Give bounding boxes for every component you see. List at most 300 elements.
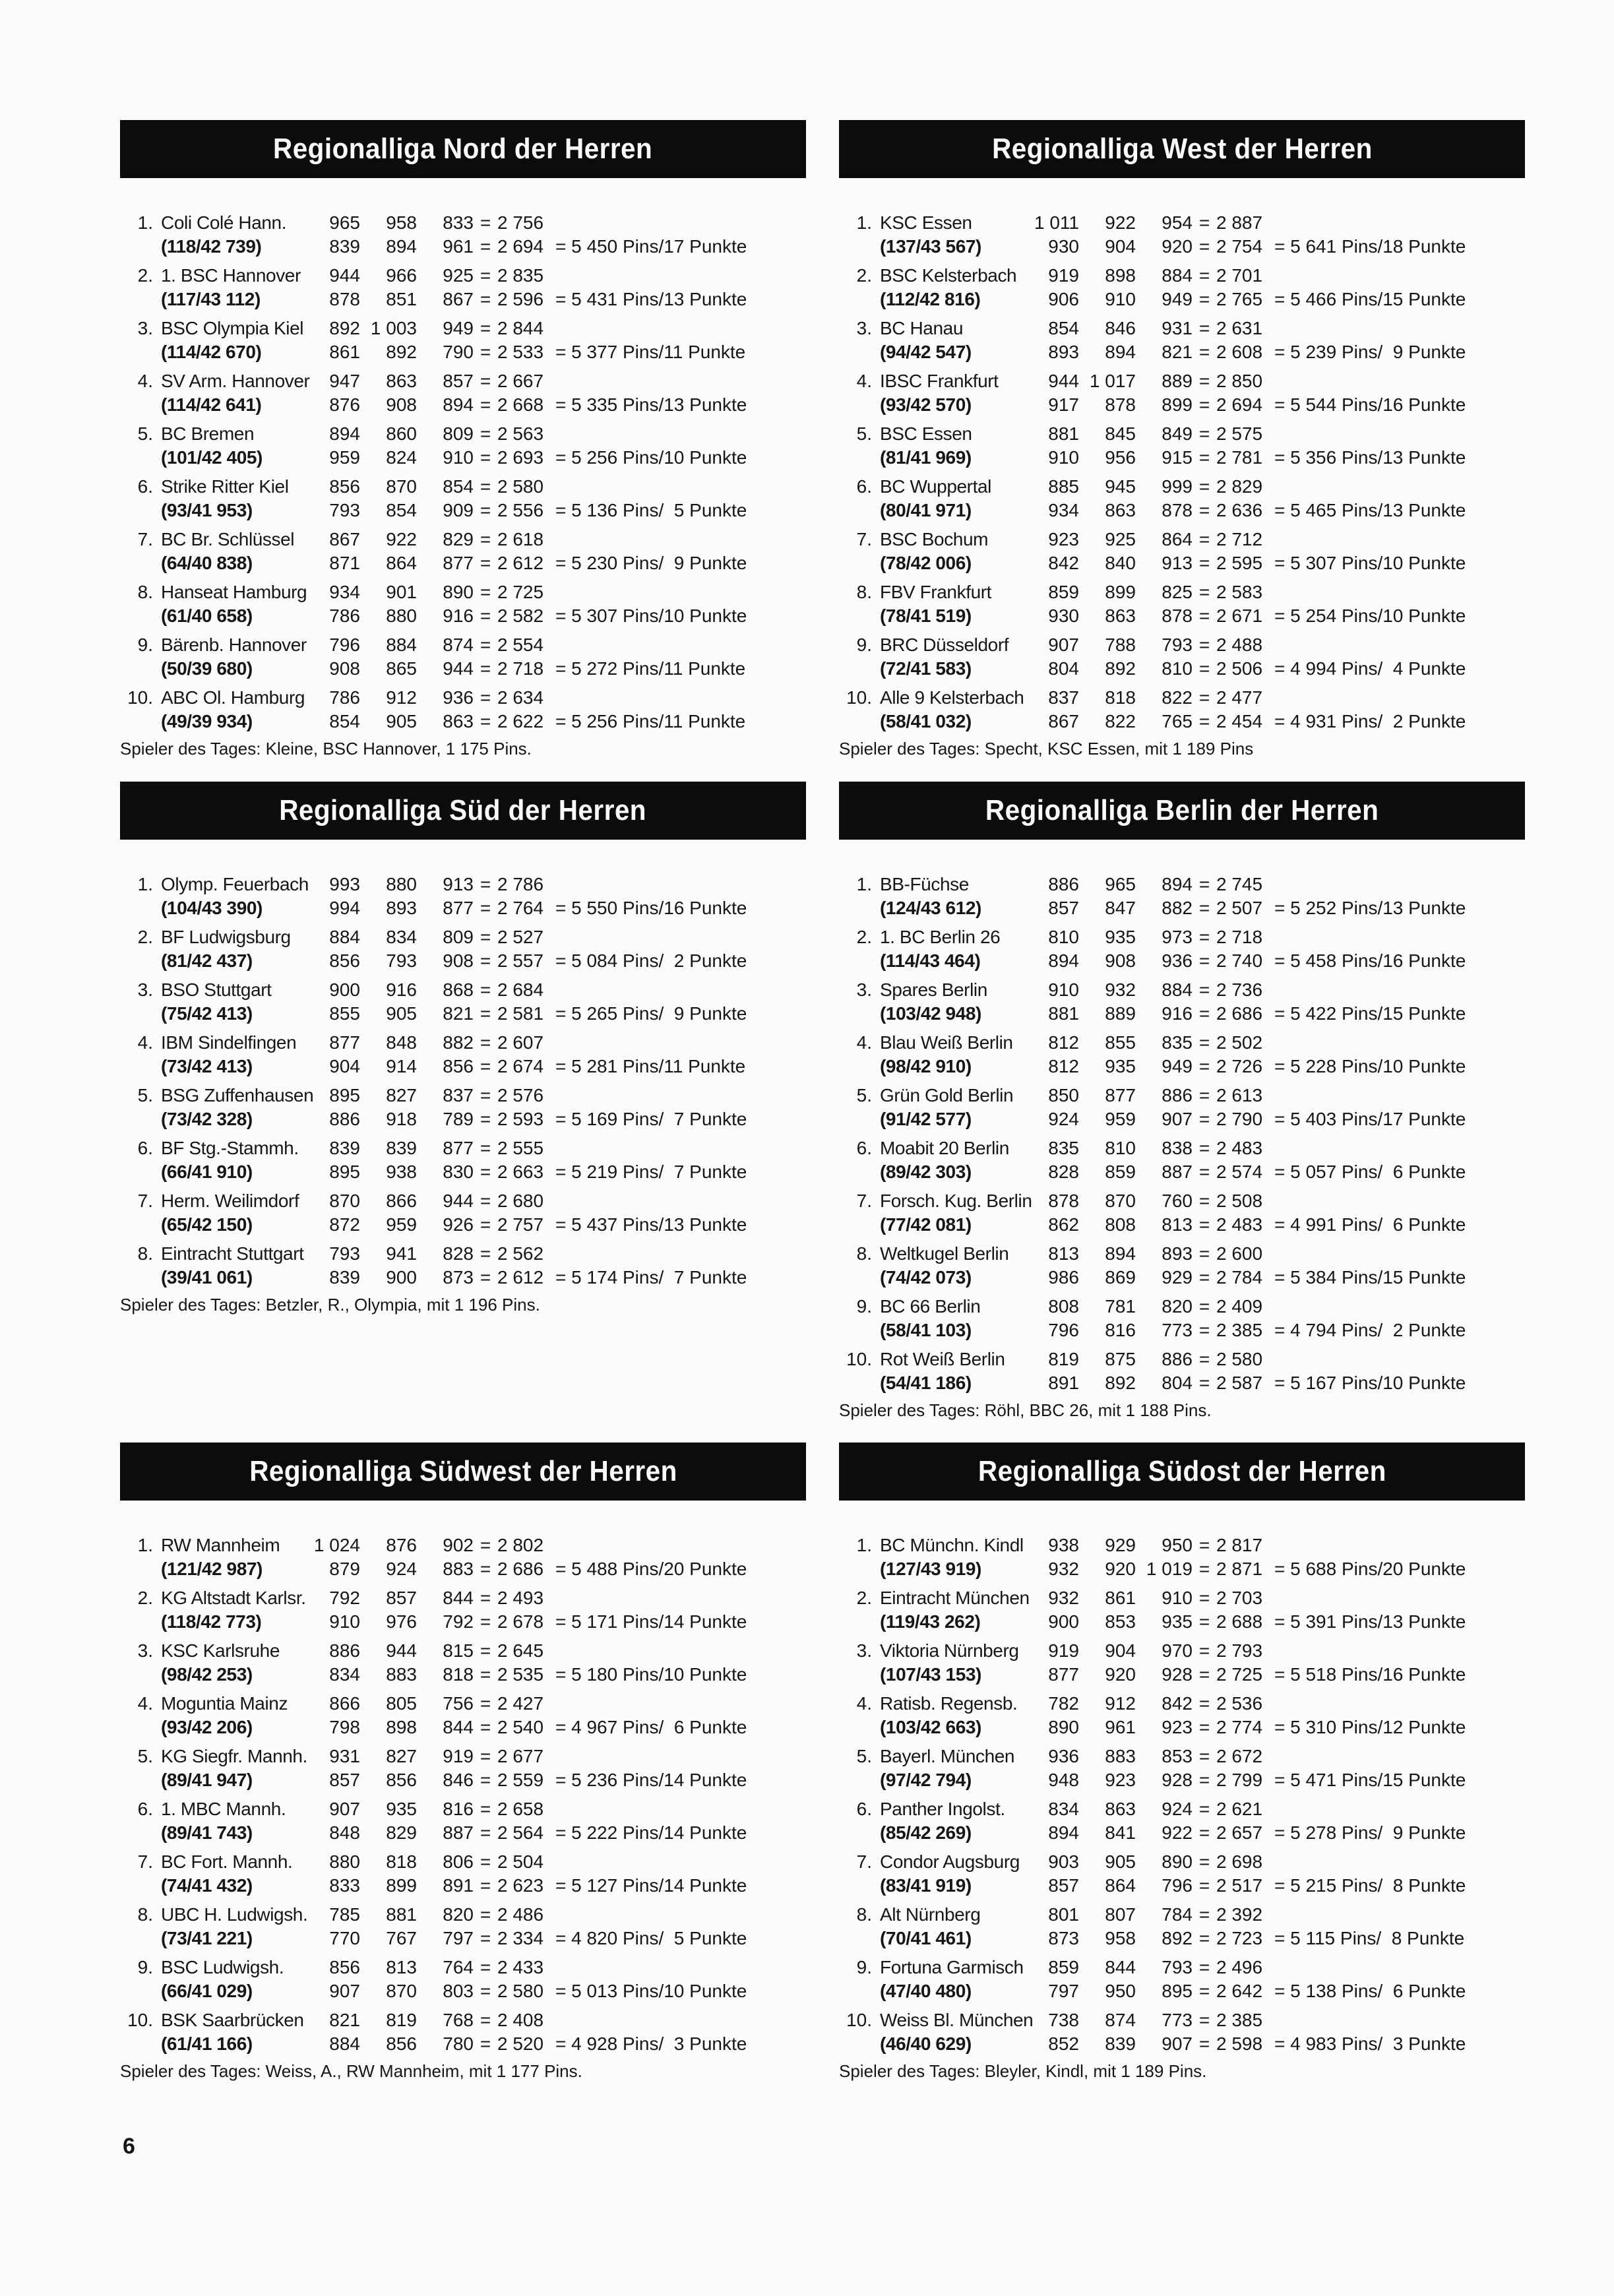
team-record: (64/40 838): [161, 553, 253, 573]
game-score: 856: [329, 1957, 360, 1977]
game-score: 878: [329, 289, 360, 309]
leg-total: 2 793: [1216, 1640, 1263, 1661]
game-score: 854: [1048, 318, 1079, 338]
team-name: Eintracht Stuttgart: [161, 1243, 304, 1264]
game-score: 922: [1105, 212, 1136, 233]
team-rank: 1.: [137, 874, 153, 894]
team-row-first-leg: [120, 1189, 806, 1213]
game-score: 773: [1162, 2010, 1193, 2030]
game-score: 765: [1162, 711, 1193, 731]
game-score: 948: [1048, 1770, 1079, 1790]
game-score: 886: [1162, 1085, 1193, 1105]
game-score: 907: [329, 1799, 360, 1819]
team-result: = 5 265 Pins/ 9 Punkte: [555, 1003, 747, 1024]
leg-total: 2 454: [1216, 711, 1263, 731]
game-score: 912: [386, 687, 417, 708]
game-score: 1 017: [1089, 371, 1136, 391]
team-name: BSK Saarbrücken: [161, 2010, 304, 2030]
leg-total: 2 508: [1216, 1191, 1263, 1211]
team-rank: 4.: [137, 371, 153, 391]
team-record: (114/43 464): [880, 950, 981, 971]
equals-sign: =: [480, 342, 491, 362]
game-score: 1 003: [370, 318, 417, 338]
team-row-second-leg: [839, 235, 1525, 259]
equals-sign: =: [480, 711, 491, 731]
game-score: 804: [1048, 658, 1079, 679]
team-record: (114/42 641): [161, 394, 262, 415]
league-title: Regionalliga Südwest der Herren: [249, 1455, 677, 1487]
team-name: BC Br. Schlüssel: [161, 529, 295, 549]
leg-total: 2 667: [497, 371, 544, 391]
team-rank: 5.: [856, 423, 872, 444]
game-score: 893: [1048, 342, 1079, 362]
team-row-first-leg: [120, 1692, 806, 1716]
team-name: ABC Ol. Hamburg: [161, 687, 305, 708]
team-result: = 5 403 Pins/17 Punkte: [1274, 1109, 1466, 1129]
game-score: 961: [443, 236, 474, 257]
equals-sign: =: [1198, 1535, 1210, 1555]
game-score: 853: [1105, 1611, 1136, 1632]
team-row-second-leg: [120, 340, 806, 364]
game-score: 906: [1048, 289, 1079, 309]
game-score: 870: [386, 1981, 417, 2001]
equals-sign: =: [480, 423, 491, 444]
leg-total: 2 745: [1216, 874, 1263, 894]
game-score: 878: [1162, 605, 1193, 626]
game-score: 879: [329, 1559, 360, 1579]
team-entry: [839, 1189, 1525, 1237]
team-row-first-leg: [839, 1031, 1525, 1055]
team-rank: 10.: [846, 687, 872, 708]
team-record: (89/41 947): [161, 1770, 253, 1790]
game-score: 875: [1105, 1349, 1136, 1369]
team-record: (49/39 934): [161, 711, 253, 731]
game-score: 932: [1048, 1559, 1079, 1579]
game-score: 808: [1105, 1214, 1136, 1235]
team-record: (137/43 567): [880, 236, 981, 257]
leg-total: 2 562: [497, 1243, 544, 1264]
team-rank: 9.: [856, 1296, 872, 1317]
team-row-first-leg: [839, 1745, 1525, 1768]
team-result: = 5 688 Pins/20 Punkte: [1274, 1559, 1466, 1579]
leg-total: 2 740: [1216, 950, 1263, 971]
team-result: = 5 544 Pins/16 Punkte: [1274, 394, 1466, 415]
team-row-second-leg: [839, 446, 1525, 470]
game-score: 820: [1162, 1296, 1193, 1317]
team-result: = 5 437 Pins/13 Punkte: [555, 1214, 747, 1235]
league-berlin: [839, 782, 1525, 1421]
equals-sign: =: [480, 898, 491, 918]
game-score: 860: [386, 423, 417, 444]
game-score: 893: [1162, 1243, 1193, 1264]
team-row-first-leg: [120, 1903, 806, 1927]
equals-sign: =: [1198, 1267, 1210, 1288]
equals-sign: =: [480, 1799, 491, 1819]
team-result: = 5 219 Pins/ 7 Punkte: [555, 1162, 747, 1182]
equals-sign: =: [480, 1588, 491, 1608]
game-score: 839: [386, 1138, 417, 1158]
team-record: (104/43 390): [161, 898, 263, 918]
team-record: (93/41 953): [161, 500, 253, 520]
game-score: 903: [1048, 1851, 1079, 1872]
game-score: 886: [329, 1109, 360, 1129]
game-score: 838: [1162, 1138, 1193, 1158]
team-row-second-leg: [120, 1055, 806, 1078]
game-score: 925: [443, 265, 474, 286]
game-score: 889: [1162, 371, 1193, 391]
equals-sign: =: [480, 265, 491, 286]
team-row-second-leg: [839, 551, 1525, 575]
team-name: KSC Essen: [880, 212, 972, 233]
team-name: Viktoria Nürnberg: [880, 1640, 1019, 1661]
team-rank: 6.: [137, 1799, 153, 1819]
team-rank: 7.: [137, 1191, 153, 1211]
game-score: 899: [1162, 394, 1193, 415]
equals-sign: =: [480, 1770, 491, 1790]
leg-total: 2 555: [497, 1138, 544, 1158]
team-row-first-leg: [839, 1242, 1525, 1266]
game-score: 768: [443, 2010, 474, 2030]
team-entry: [120, 2008, 806, 2056]
game-score: 844: [1105, 1957, 1136, 1977]
team-entry: [120, 1031, 806, 1078]
team-name: Weltkugel Berlin: [880, 1243, 1009, 1264]
equals-sign: =: [480, 289, 491, 309]
team-name: BC Wuppertal: [880, 476, 991, 497]
team-row-second-leg: [839, 1107, 1525, 1131]
game-score: 917: [1048, 394, 1079, 415]
game-score: 1 011: [1034, 212, 1079, 233]
team-row-first-leg: [839, 1956, 1525, 1979]
game-score: 842: [1048, 553, 1079, 573]
game-score: 851: [386, 289, 417, 309]
game-score: 919: [443, 1746, 474, 1766]
game-score: 764: [443, 1957, 474, 1977]
equals-sign: =: [480, 1138, 491, 1158]
team-entry: [120, 1692, 806, 1739]
team-result: = 5 488 Pins/20 Punkte: [555, 1559, 747, 1579]
game-score: 938: [1048, 1535, 1079, 1555]
leg-total: 2 694: [1216, 394, 1263, 415]
team-result: = 5 138 Pins/ 6 Punkte: [1274, 1981, 1466, 2001]
leg-total: 2 726: [1216, 1056, 1263, 1076]
team-row-second-leg: [120, 1874, 806, 1898]
leg-total: 2 583: [1216, 582, 1263, 602]
leg-total: 2 686: [497, 1559, 544, 1579]
leg-total: 2 764: [497, 898, 544, 918]
game-score: 961: [1105, 1717, 1136, 1737]
game-score: 833: [443, 212, 474, 233]
leg-total: 2 618: [497, 529, 544, 549]
game-score: 881: [1048, 1003, 1079, 1024]
leg-total: 2 559: [497, 1770, 544, 1790]
team-record: (107/43 153): [880, 1664, 981, 1685]
equals-sign: =: [1198, 1109, 1210, 1129]
game-score: 805: [386, 1693, 417, 1714]
game-score: 842: [1162, 1693, 1193, 1714]
team-row-first-leg: [839, 1189, 1525, 1213]
game-score: 797: [1048, 1981, 1079, 2001]
game-score: 915: [1162, 447, 1193, 468]
team-record: (50/39 680): [161, 658, 253, 679]
game-score: 894: [1105, 1243, 1136, 1264]
team-row-second-leg: [120, 499, 806, 522]
game-score: 846: [1105, 318, 1136, 338]
team-name: Moguntia Mainz: [161, 1693, 288, 1714]
game-score: 848: [386, 1032, 417, 1053]
equals-sign: =: [1198, 658, 1210, 679]
game-score: 839: [329, 1138, 360, 1158]
game-score: 900: [329, 979, 360, 1000]
equals-sign: =: [480, 1904, 491, 1925]
equals-sign: =: [1198, 1588, 1210, 1608]
leg-total: 2 622: [497, 711, 544, 731]
game-score: 819: [1048, 1349, 1079, 1369]
leg-total: 2 612: [497, 553, 544, 573]
equals-sign: =: [1198, 2033, 1210, 2054]
team-rank: 10.: [127, 2010, 153, 2030]
team-name: Olymp. Feuerbach: [161, 874, 309, 894]
equals-sign: =: [480, 1535, 491, 1555]
equals-sign: =: [480, 605, 491, 626]
team-row-first-leg: [839, 475, 1525, 499]
equals-sign: =: [1198, 1296, 1210, 1317]
equals-sign: =: [480, 2033, 491, 2054]
team-entry: [839, 1084, 1525, 1131]
game-score: 863: [443, 711, 474, 731]
team-row-second-leg: [120, 1610, 806, 1634]
team-entry: [120, 1136, 806, 1184]
team-entry: [120, 978, 806, 1026]
game-score: 913: [443, 874, 474, 894]
game-score: 892: [1162, 1928, 1193, 1948]
game-score: 853: [1162, 1746, 1193, 1766]
team-row-first-leg: [120, 475, 806, 499]
team-record: (61/41 166): [161, 2033, 253, 2054]
team-rank: 9.: [856, 1957, 872, 1977]
equals-sign: =: [480, 2010, 491, 2030]
team-row-first-leg: [120, 2008, 806, 2032]
equals-sign: =: [1198, 1957, 1210, 1977]
game-score: 944: [386, 1640, 417, 1661]
equals-sign: =: [1198, 1138, 1210, 1158]
team-record: (46/40 629): [880, 2033, 972, 2054]
team-result: = 5 239 Pins/ 9 Punkte: [1274, 342, 1466, 362]
equals-sign: =: [1198, 1191, 1210, 1211]
team-result: = 4 994 Pins/ 4 Punkte: [1274, 658, 1466, 679]
team-rank: 3.: [137, 318, 153, 338]
team-row-second-leg: [839, 499, 1525, 522]
league-suedost: [839, 1443, 1525, 2082]
game-score: 910: [1105, 289, 1136, 309]
game-score: 923: [1105, 1770, 1136, 1790]
equals-sign: =: [480, 1875, 491, 1896]
equals-sign: =: [1198, 1851, 1210, 1872]
leg-total: 2 850: [1216, 371, 1263, 391]
game-score: 855: [1105, 1032, 1136, 1053]
game-score: 866: [329, 1693, 360, 1714]
equals-sign: =: [480, 927, 491, 947]
game-score: 816: [443, 1799, 474, 1819]
league-title: Regionalliga Nord der Herren: [273, 133, 653, 165]
game-score: 807: [1105, 1904, 1136, 1925]
game-score: 862: [1048, 1214, 1079, 1235]
game-score: 854: [386, 500, 417, 520]
equals-sign: =: [1198, 447, 1210, 468]
team-rank: 5.: [856, 1746, 872, 1766]
game-score: 895: [329, 1085, 360, 1105]
equals-sign: =: [1198, 605, 1210, 626]
game-score: 885: [1048, 476, 1079, 497]
team-name: Alt Nürnberg: [880, 1904, 981, 1925]
team-row-second-leg: [839, 1557, 1525, 1581]
standings-table: [120, 1534, 806, 2056]
game-score: 973: [1162, 927, 1193, 947]
game-score: 878: [1105, 394, 1136, 415]
team-result: = 5 222 Pins/14 Punkte: [555, 1822, 747, 1843]
team-row-second-leg: [839, 393, 1525, 417]
team-entry: [120, 580, 806, 628]
game-score: 944: [1048, 371, 1079, 391]
leg-total: 2 723: [1216, 1928, 1263, 1948]
team-result: = 5 115 Pins/ 8 Punkte: [1274, 1928, 1465, 1948]
team-row-first-leg: [120, 686, 806, 710]
team-name: Hanseat Hamburg: [161, 582, 307, 602]
game-score: 877: [443, 553, 474, 573]
equals-sign: =: [480, 582, 491, 602]
game-score: 884: [386, 635, 417, 655]
team-result: = 4 794 Pins/ 2 Punkte: [1274, 1320, 1466, 1340]
team-name: Fortuna Garmisch: [880, 1957, 1024, 1977]
team-row-first-leg: [120, 528, 806, 551]
leg-total: 2 757: [497, 1214, 544, 1235]
game-score: 873: [1048, 1928, 1079, 1948]
game-score: 847: [1105, 898, 1136, 918]
equals-sign: =: [480, 1981, 491, 2001]
game-score: 929: [1105, 1535, 1136, 1555]
equals-sign: =: [480, 529, 491, 549]
team-record: (61/40 658): [161, 605, 253, 626]
game-score: 877: [1105, 1085, 1136, 1105]
game-score: 822: [1105, 711, 1136, 731]
player-of-the-day: Spieler des Tages: Kleine, BSC Hannover, 1 175 Pins.: [120, 739, 532, 759]
game-score: 854: [329, 711, 360, 731]
team-name: IBM Sindelfingen: [161, 1032, 297, 1053]
league-title: Regionalliga West der Herren: [991, 133, 1373, 165]
game-score: 945: [1105, 476, 1136, 497]
equals-sign: =: [480, 500, 491, 520]
team-name: Ratisb. Regensb.: [880, 1693, 1018, 1714]
team-record: (66/41 029): [161, 1981, 253, 2001]
team-name: BC Fort. Mannh.: [161, 1851, 293, 1872]
game-score: 910: [1162, 1588, 1193, 1608]
team-record: (66/41 910): [161, 1162, 253, 1182]
game-score: 944: [443, 1191, 474, 1211]
leg-total: 2 718: [497, 658, 544, 679]
leg-total: 2 663: [497, 1162, 544, 1182]
game-score: 965: [329, 212, 360, 233]
leg-total: 2 636: [1216, 500, 1263, 520]
team-record: (91/42 577): [880, 1109, 972, 1129]
game-score: 898: [1105, 265, 1136, 286]
equals-sign: =: [480, 687, 491, 708]
league-banner: [839, 120, 1525, 178]
team-name: KG Altstadt Karlsr.: [161, 1588, 306, 1608]
equals-sign: =: [1198, 582, 1210, 602]
game-score: 922: [386, 529, 417, 549]
team-row-first-leg: [839, 369, 1525, 393]
equals-sign: =: [1198, 342, 1210, 362]
team-record: (74/42 073): [880, 1267, 972, 1288]
team-row-first-leg: [120, 369, 806, 393]
team-row-second-leg: [839, 604, 1525, 628]
equals-sign: =: [480, 1085, 491, 1105]
equals-sign: =: [480, 553, 491, 573]
team-result: = 5 084 Pins/ 2 Punkte: [555, 950, 747, 971]
team-entry: [839, 686, 1525, 733]
game-score: 864: [1105, 1875, 1136, 1896]
team-name: Moabit 20 Berlin: [880, 1138, 1009, 1158]
game-score: 738: [1048, 2010, 1079, 2030]
team-record: (72/41 583): [880, 658, 972, 679]
team-row-second-leg: [120, 1979, 806, 2003]
equals-sign: =: [1198, 394, 1210, 415]
team-result: = 5 518 Pins/16 Punkte: [1274, 1664, 1466, 1685]
league-suedwest: [120, 1443, 806, 2082]
game-score: 804: [1162, 1373, 1193, 1393]
equals-sign: =: [1198, 371, 1210, 391]
game-score: 857: [1048, 1875, 1079, 1896]
equals-sign: =: [480, 1851, 491, 1872]
game-score: 813: [1162, 1214, 1193, 1235]
game-score: 846: [443, 1770, 474, 1790]
team-row-second-leg: [120, 1107, 806, 1131]
game-score: 959: [1105, 1109, 1136, 1129]
game-score: 884: [329, 2033, 360, 2054]
standings-table: [839, 873, 1525, 1395]
game-score: 861: [329, 342, 360, 362]
team-record: (118/42 739): [161, 236, 262, 257]
leg-total: 2 754: [1216, 236, 1263, 257]
game-score: 894: [1048, 950, 1079, 971]
game-score: 797: [443, 1928, 474, 1948]
team-entry: [120, 1242, 806, 1289]
team-rank: 2.: [137, 927, 153, 947]
team-entry: [839, 1031, 1525, 1078]
team-name: Forsch. Kug. Berlin: [880, 1191, 1032, 1211]
team-row-first-leg: [839, 580, 1525, 604]
equals-sign: =: [1198, 529, 1210, 549]
team-entry: [120, 1189, 806, 1237]
team-rank: 10.: [846, 2010, 872, 2030]
leg-total: 2 701: [1216, 265, 1263, 286]
team-result: = 5 228 Pins/10 Punkte: [1274, 1056, 1466, 1076]
team-entry: [120, 1850, 806, 1898]
team-row-second-leg: [120, 235, 806, 259]
game-score: 796: [1162, 1875, 1193, 1896]
game-score: 821: [329, 2010, 360, 2030]
team-row-first-leg: [120, 633, 806, 657]
equals-sign: =: [480, 1928, 491, 1948]
game-score: 850: [1048, 1085, 1079, 1105]
team-row-second-leg: [839, 1821, 1525, 1845]
equals-sign: =: [1198, 1875, 1210, 1896]
team-entry: [839, 873, 1525, 920]
game-score: 959: [329, 447, 360, 468]
leg-total: 2 502: [1216, 1032, 1263, 1053]
team-name: BSC Olympia Kiel: [161, 318, 304, 338]
team-rank: 7.: [856, 1191, 872, 1211]
